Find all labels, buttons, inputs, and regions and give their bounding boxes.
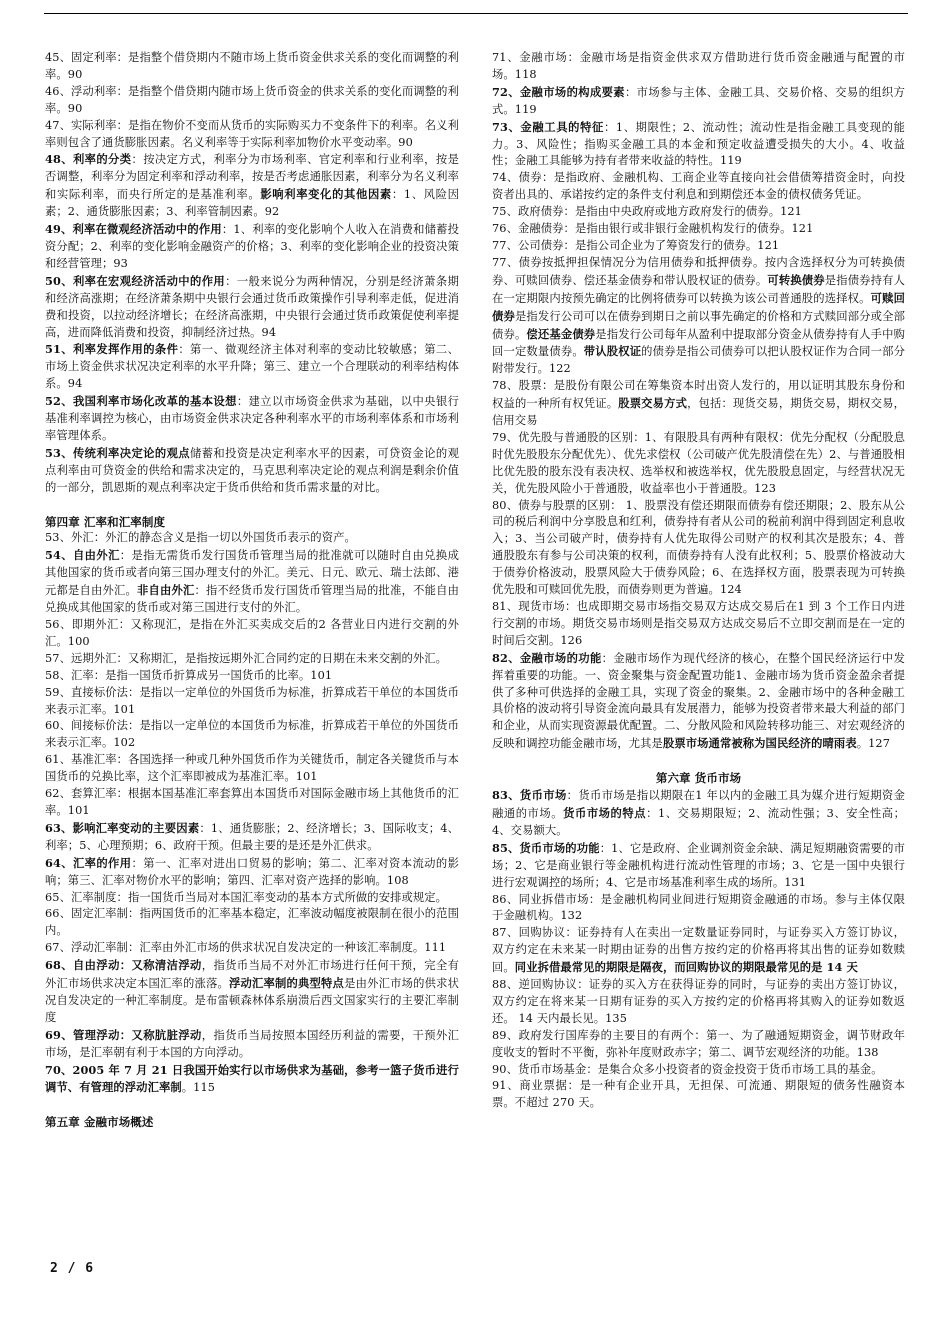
term-entry [45, 118, 459, 152]
term-text: ：按决定方式，利率分为市场利率、官定利率和行业利率，按是否调整，利率分为固定利率和浮动利率，按是否考虑通胀因素，利率分为名义利率和实际利率，而央行所定的是基准利率。 [45, 153, 459, 202]
term-entry [45, 855, 459, 890]
term-bold: 83、货币市场 [492, 788, 567, 803]
term-bold: 85、货币市场的功能 [492, 840, 600, 855]
chapter-heading: 第五章 金融市场概述 [45, 1115, 154, 1130]
term-entry [492, 977, 905, 1028]
term-text: ：1、风险因素；2、通货膨胀因素；3、利率管制因素。92 [45, 188, 459, 219]
term-entry [45, 530, 459, 547]
term-entry [492, 892, 905, 926]
term-text: ：金融市场作为现代经济的核心，在整个国民经济运行中发挥着重要的功能。一、资金聚集与资金配置功能1、金融市场为货币资金盈余者提供了多种可供选择的金融工具，实现了资金的聚集。2、金融市场中的各种金融工具价格的波动将引导资金流向最具有发展潜力，能够为投资者带来最大利益的部门和企业，从而实现资源最优配置。二、分散风险和风险转移功能三、对宏观经济的反映和调控功能金融市场，尤其是 [492, 651, 905, 751]
term-bold: 52、我国利率市场化改革的基本设想 [45, 394, 237, 409]
term-bold: 51、利率发挥作用的条件 [45, 342, 179, 357]
term-bold: 非自由外汇 [137, 583, 195, 598]
term-bold: 53、传统利率决定论的观点 [45, 445, 191, 460]
term-entry [45, 84, 459, 118]
term-text: 77、公司债券：是指公司企业为了筹资发行的债券。121 [492, 238, 780, 252]
term-text: ：第一、汇率对进出口贸易的影响；第二、汇率对资本流动的影响；第三、汇率对物价水平的影响；第四、汇率对资产选择的影响。108 [45, 856, 459, 887]
term-bold: 64、汇率的作用 [45, 855, 132, 870]
term-entry [492, 925, 905, 977]
term-text: 71、金融市场：金融市场是指资金供求双方借助进行货币资金融通与配置的市场。118 [492, 51, 905, 81]
term-text: 是指发行公司可以在债券到期日之前以事先确定的价格和方式赎回部分或全部债券。 [492, 309, 905, 341]
chapter-heading: 第六章 货币市场 [655, 771, 742, 786]
term-text: ：指不经货币发行国货币管理当局的批准，不能自由兑换成其他国家的货币或对第三国进行支付的外汇。 [45, 584, 459, 615]
term-text: 61、基准汇率：各国选择一种或几种外国货币作为关键货币，制定各关键货币与本国货币的兑换比率，这个汇率即被成为基准汇率。101 [45, 753, 459, 784]
term-entry [45, 820, 459, 855]
term-text: 的债券是指公司债券可以把认股权证作为合同一部分附带发行。122 [492, 345, 905, 376]
term-entry [45, 752, 459, 786]
term-text: 。115 [181, 1081, 216, 1095]
term-text: 59、直接标价法：是指以一定单位的外国货币为标准，折算成若干单位的本国货币来表示汇率。101 [45, 685, 459, 716]
term-bold: 50、利率在宏观经济活动中的作用 [45, 273, 226, 288]
term-bold: 偿还基金债券 [526, 326, 596, 341]
term-bold: 72、金融市场的构成要素 [492, 84, 625, 99]
term-bold: 股票市场通常被称为国民经济的晴雨表 [662, 736, 857, 751]
term-text: 是由外汇市场的供求状况自发决定的一种汇率制度。是布雷顿森林体系崩溃后西文国家实行的主要汇率制度 [45, 977, 459, 1024]
term-entry [45, 445, 459, 497]
term-text: ：市场参与主体、金融工具、交易价格、交易的组织方式。119 [492, 85, 906, 116]
term-text: 56、即期外汇：又称现汇，是指在外汇买卖成交后的2 各营业日内进行交割的外汇。100 [45, 618, 459, 648]
term-text: 57、远期外汇：又称期汇，是指按远期外汇合同约定的日期在未来交割的外汇。 [45, 651, 448, 665]
term-entry [45, 221, 459, 273]
term-text: 78、股票：是股份有限公司在筹集资本时出资人发行的，用以证明其股东身份和权益的一种所有权凭证。 [492, 379, 905, 411]
term-entry [492, 119, 905, 171]
right-column [492, 50, 905, 1112]
term-bold: 68、自由浮动：又称清洁浮动 [45, 958, 202, 973]
term-entry [492, 1078, 905, 1112]
term-bold: 63、影响汇率变动的主要因素 [45, 820, 200, 835]
chapter-heading: 第四章 汇率和汇率制度 [45, 514, 166, 529]
left-column [45, 50, 459, 1131]
term-text: 53、外汇：外汇的静态含义是指一切以外国货币表示的资产。 [45, 531, 356, 545]
term-text: 80、债券与股票的区别： 1、股票没有偿还期限而债券有偿还期限；2、股东从公司的税后利润中分享股息和红利，债券持有者从公司的税前利润中得到固定利息收入；3、当公司破产时，债券持有人优先取得公司财产的权利其次是股东；4、普通股股东有参与公司决策的权利，而债券持有人没有此权利；5、股票价格波动大于债券价格波动，股票风险大于债券风险；6、在选择权方面，股票表现为可转换优先股和可赎回优先股，而债券则更为普遍。124 [492, 498, 905, 597]
term-entry [492, 221, 905, 238]
term-text: 58、汇率：是指一国货币折算成另一国货币的比率。101 [45, 668, 333, 682]
term-entry [492, 650, 905, 753]
term-text: 88、逆回购协议：证券的买入方在获得证券的同时，与证券的卖出方签订协议，双方约定在将来某一日期有证券的买入方按约定的价格再将其购入的证券如数返还。 14 天内最长见。135 [492, 978, 905, 1025]
term-entry [45, 940, 459, 957]
top-rule [44, 13, 908, 14]
term-text: 66、固定汇率制：指两国货币的汇率基本稳定，汇率波动幅度被限制在很小的范围内。 [45, 907, 459, 938]
term-entry [492, 238, 905, 255]
term-text: 90、货币市场基金：是集合众多小投资者的资金投资于货币市场工具的基金。 [492, 1062, 883, 1076]
term-text: ，指货币当局按照本国经历利益的需要，干预外汇市场，是汇率朝有利于本国的方向浮动。 [45, 1028, 460, 1059]
term-text: ：1、利率的变化影响个人收入在消费和储蓄投资分配；2、利率的变化影响金融资产的价格；3、利率的变化影响企业的投资决策和经营管理；93 [45, 223, 459, 270]
term-text: 89、政府发行国库券的主要目的有两个：第一、为了融通短期资金，调节财政年度收支的暂时不平衡，弥补年度财政赤字；第二、调节宏观经济的功能。138 [492, 1028, 905, 1059]
term-entry [45, 957, 459, 1027]
term-text: 45、固定利率：是指整个借贷期内不随市场上货币资金供求关系的变化而调整的利率。90 [45, 51, 459, 81]
term-text: 75、政府债券：是指由中央政府或地方政府发行的债券。121 [492, 205, 802, 219]
term-bold: 69、管理浮动：又称肮脏浮动 [45, 1027, 202, 1042]
term-bold: 可赎回债券 [492, 290, 905, 323]
term-entry [45, 651, 459, 668]
term-text: 65、汇率制度：指一国货币当局对本国汇率变动的基本方式所做的安排或规定。 [45, 890, 448, 904]
term-bold: 70、2005 年 7 月 21 日我国开始实行以市场供求为基础，参考一篮子货币进行调节、有管理的浮动汇率制 [45, 1062, 459, 1095]
term-entry [45, 685, 459, 719]
term-text: ：1、它是政府、企业调剂资金余缺、满足短期融资需要的市场；2、它是商业银行等金融机构进行流动性管理的市场；3、它是一国中央银行进行宏观调控的场所；4、它是市场基准利率生成的场所。131 [492, 841, 905, 889]
term-entry [45, 393, 459, 445]
term-text: 62、套算汇率：根据本国基准汇率套算出本国货币对国际金融市场上其他货币的汇率。101 [45, 787, 459, 817]
term-entry [492, 378, 905, 430]
term-entry [492, 840, 905, 892]
term-bold: 49、利率在微观经济活动中的作用 [45, 222, 222, 237]
term-text: 74、债券：是指政府、金融机构、工商企业等直接向社会借债筹措资金时，向投资者出具的、承诺按约定的条件支付利息和到期偿还本金的债权债务凭证。 [492, 171, 905, 202]
term-entry [45, 1027, 459, 1062]
term-entry [492, 599, 905, 650]
term-text: 储蓄和投资是决定利率水平的因素，可贷资金论的观点利率由可贷资金的供给和需求决定的，马克思利率决定论的观点利润是剩余价值的一部分，凯恩斯的观点利率决定于货币供给和货币需求量的对比。 [45, 446, 459, 494]
term-entry [45, 668, 459, 685]
page-number: 2 / 6 [50, 1261, 95, 1276]
term-entry [45, 906, 459, 940]
term-text: 81、现货市场：也成即期交易市场指交易双方达成交易后在1 到 3 个工作日内进行交割的市场。期货交易市场则是指交易双方达成交易后不立即交割而是在一定的时间后交割。126 [492, 600, 905, 647]
term-bold: 73、金融工具的特征 [492, 119, 604, 134]
term-text: 。127 [856, 737, 890, 751]
term-entry [45, 718, 459, 752]
term-bold: 股票交易方式 [618, 396, 688, 411]
term-entry [45, 786, 459, 820]
term-entry [492, 1062, 905, 1079]
term-text: 是指债券持有人在一定期限内按预先确定的比例将债券可以转换为该公司普通股的选择权。 [492, 273, 905, 305]
term-text: ，指货币当局不对外汇市场进行任何干预，完全有外汇市场供求决定本国汇率的涨落。 [45, 959, 460, 991]
term-entry [492, 498, 905, 599]
term-text: 86、同业拆借市场：是金融机构同业间进行短期资金融通的市场。参与主体仅限于金融机构。132 [492, 892, 905, 923]
term-entry [492, 1028, 905, 1062]
term-text: ：1、期限性；2、流动性；流动性是指金融工具变现的能力。3、风险性；指购买金融工具的本金和预定收益遭受损失的大小。4、收益性；金融工具能够为持有者带来收益的特性。119 [492, 120, 905, 168]
term-bold: 同业拆借最常见的期限是隔夜，而回购协议的期限最常见的是 14 天 [514, 960, 858, 975]
term-entry [492, 255, 905, 378]
term-entry [45, 1062, 459, 1098]
term-text: ：是指无需货币发行国货币管理当局的批准就可以随时自由兑换成其他国家的货币或者向第三国办理支付的外汇。美元、日元、欧元、瑞士法郎、港元都是自由外汇。 [45, 549, 460, 598]
term-bold: 影响利率变化的其他因素 [260, 187, 392, 202]
term-text: 91、商业票据：是一种有企业开具，无担保、可流通、期限短的债务性融资本票。不超过 270 天。 [492, 1079, 905, 1110]
term-bold: 带认股权证 [583, 344, 642, 359]
term-entry [45, 341, 459, 393]
term-bold: 48、利率的分类 [45, 152, 132, 167]
term-entry [492, 204, 905, 221]
term-entry [45, 151, 459, 221]
term-text: ：建立以市场资金供求为基础，以中央银行基准利率调控为核心，由市场资金供求决定各种利率水平的市场利率体系和市场利率管理体系。 [45, 395, 459, 442]
term-text: 47、实际利率：是指在物价不变而从货币的实际购买力不变条件下的利率。名义利率则包含了通货膨胀因素。名义利率等于实际利率加物价水平变动率。90 [45, 118, 459, 149]
term-text: 79、优先股与普通股的区别：1、有限股具有两种有限权：优先分配权（分配股息时优先股股东分配优先）、优先求偿权（公司破产优先股清偿在先）2、与普通股相比优先股的股东没有表决权、选举权和被选举权，优先股股息固定，与经营状况无关，优先股风险小于普通股，收益率也小于普通股。123 [492, 430, 905, 495]
term-text: 87、回购协议：证券持有人在卖出一定数量证券同时，与证券买入方签订协议，双方约定在未来某一时期由证券的出售方按约定的价格再将其出售的证券如数赎回。 [492, 926, 905, 975]
term-entry [45, 273, 459, 342]
term-bold: 浮动汇率制的典型特点 [229, 976, 345, 991]
term-text: ：一般来说分为两种情况，分别是经济萧条期和经济高涨期；在经济萧条期中央银行会通过货币政策操作引导利率走低，促进消费和投资，以拉动经济增长；在经济高涨期，中央银行会通过货币政策促使利率提高，进而降低消费和投资，抑制经济过热。94 [45, 274, 459, 339]
term-entry [45, 547, 459, 617]
term-entry [45, 617, 459, 651]
term-bold: 货币市场的特点 [563, 805, 647, 820]
term-entry [45, 890, 459, 907]
term-entry [492, 170, 905, 204]
term-entry [492, 430, 905, 498]
term-bold: 可转换债券 [767, 272, 825, 287]
term-entry [492, 787, 905, 840]
term-text: ：货币市场是指以期限在1 年以内的金融工具为媒介进行短期资金融通的市场。 [492, 789, 906, 820]
term-text: 是指发行公司每年从盈利中提取部分资金从债券持有人手中购回一定数量债券。 [492, 327, 905, 359]
term-text: 46、浮动利率：是指整个借贷期内随市场上货币资金的供求关系的变化而调整的利率。90 [45, 84, 459, 115]
term-text: 60、间接标价法：是指以一定单位的本国货币为标准，折算成若干单位的外国货币来表示汇率。102 [45, 719, 459, 750]
term-bold: 54、自由外汇 [45, 548, 120, 563]
term-text: ：第一、微观经济主体对利率的变动比较敏感；第二、市场上资金供求状况决定利率的水平升降；第三、建立一个合理联动的利率结构体系。94 [45, 343, 460, 391]
term-text: ：1、通货膨胀；2、经济增长；3、国际收支；4、利率；5、心理预期；6、政府干预。但最主要的是还是外汇供求。 [45, 821, 460, 852]
term-text: ：1、交易期限短；2、流动性强；3、安全性高；4、交易额大。 [492, 806, 905, 837]
term-entry [45, 50, 459, 84]
term-text: ，包括：现货交易，期货交易，期权交易，信用交易 [492, 397, 905, 428]
term-text: 76、金融债券：是指由银行或非银行金融机构发行的债券。121 [492, 222, 814, 236]
term-text: 67、浮动汇率制：汇率由外汇市场的供求状况自发决定的一种该汇率制度。111 [45, 941, 447, 955]
term-entry [492, 84, 905, 119]
term-bold: 82、金融市场的功能 [492, 650, 602, 665]
term-text: 77、债券按抵押担保情况分为信用债券和抵押债券。按内含选择权分为可转换债券、可赎回债券、偿还基金债券和带认股权证的债券。 [492, 255, 905, 287]
term-entry [492, 50, 905, 84]
